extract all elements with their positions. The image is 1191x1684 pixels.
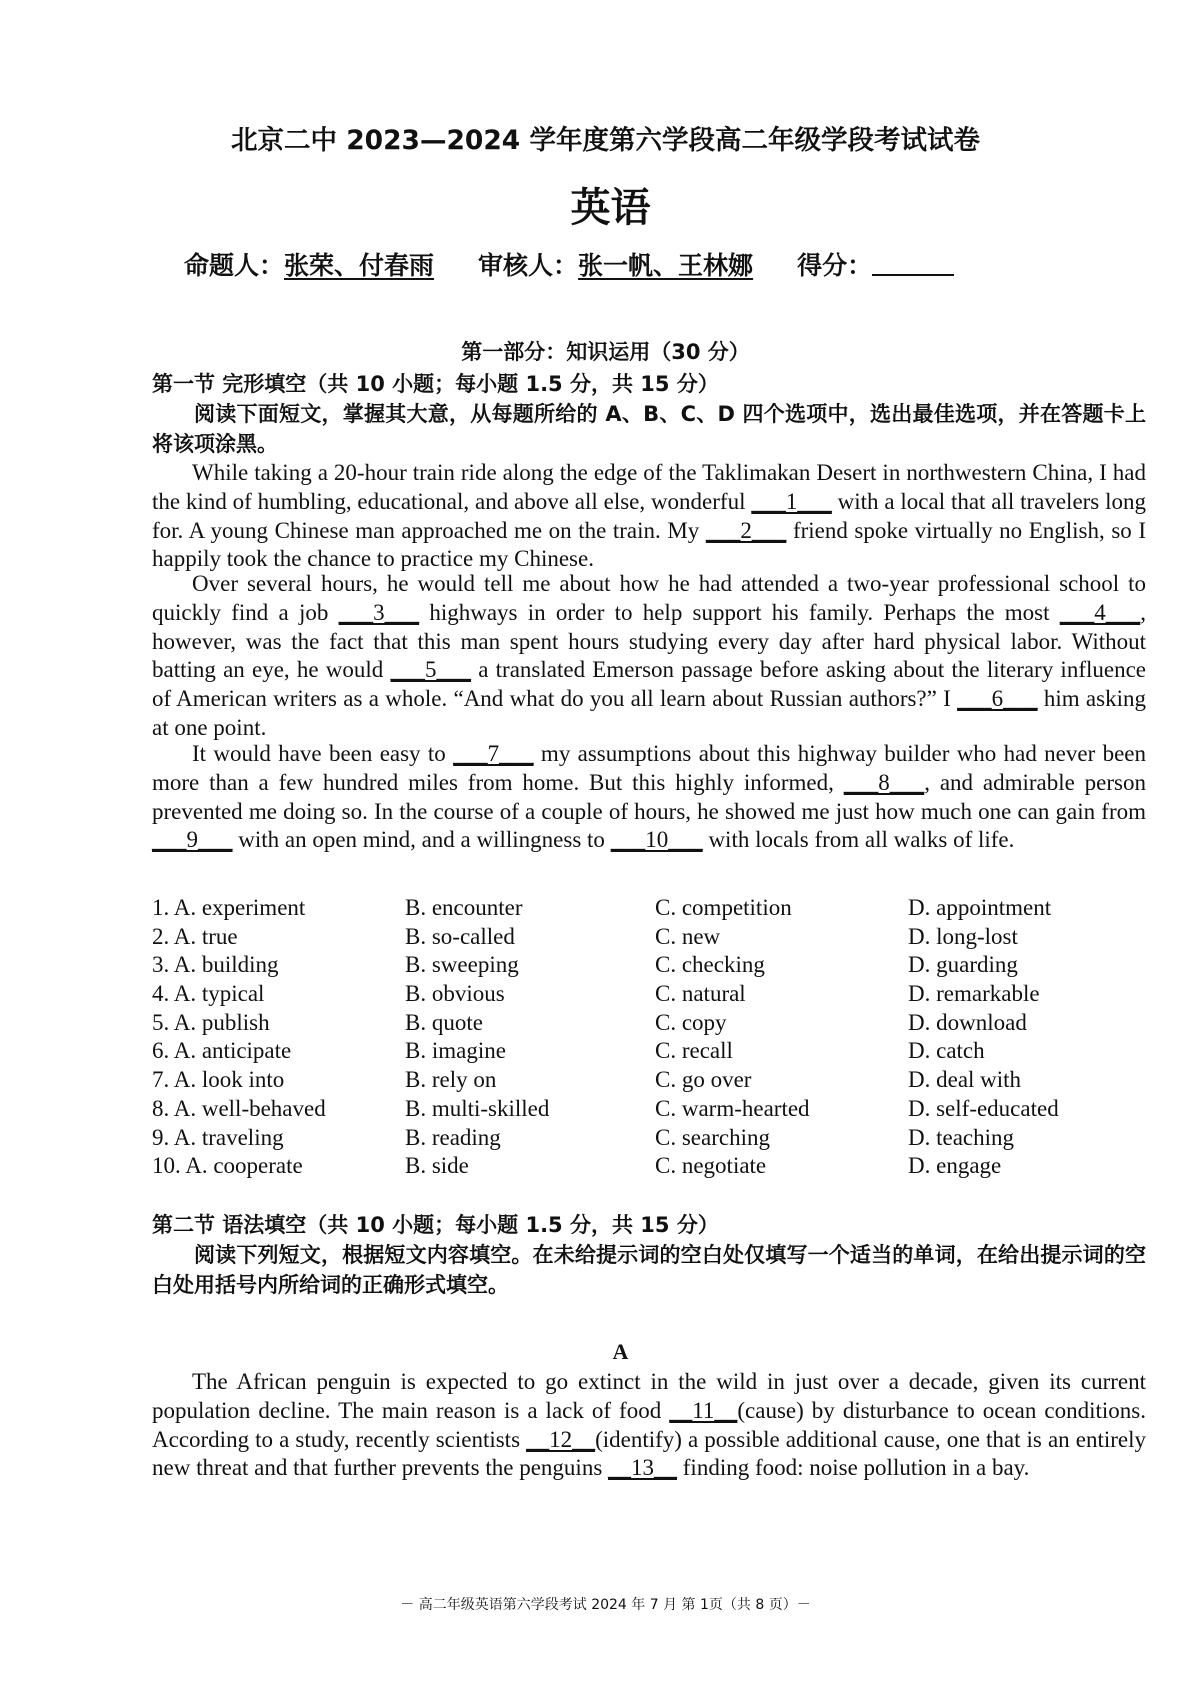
option-d: D. appointment	[908, 895, 1052, 920]
option-a: 7. A. look into	[152, 1067, 285, 1093]
option-b: B. encounter	[405, 895, 523, 920]
setter-label: 命题人：	[184, 251, 285, 280]
passage-text: (cause) by disturbance to ocean conditions. According to a study, recently scientists	[152, 1397, 1146, 1452]
passage-text: The African penguin is expected to go extinct in the wild in just over a decade, given its current population decline. The main reason is a lack of food	[152, 1369, 1146, 1423]
passage-text: (identify) a possible additional cause, one that is an entirely new threat and that further prevents the penguins	[152, 1426, 1146, 1481]
cloze-paragraph-1	[152, 459, 1146, 574]
option-c: C. warm-hearted	[655, 1095, 810, 1121]
passage-text: with an open mind, and a willingness to	[232, 827, 611, 853]
option-row	[152, 923, 1152, 952]
score-label: 得分：	[797, 251, 873, 280]
option-c: C. checking	[655, 952, 765, 978]
option-row	[152, 1009, 1152, 1038]
passage-text: highways in order to help support his family. Perhaps the most	[419, 599, 1060, 625]
blank-3: ___3___	[338, 599, 420, 625]
option-b: B. side	[405, 1153, 469, 1179]
reviewer-names: 张一帆、王林娜	[578, 251, 754, 280]
option-b: B. so-called	[405, 923, 515, 949]
cloze-paragraph-2	[152, 570, 1146, 743]
blank-2: ___2___	[705, 517, 787, 543]
passage-text: with locals from all walks of life.	[702, 827, 1015, 853]
option-b: B. obvious	[405, 981, 505, 1007]
blank-1: ___1___	[751, 488, 832, 514]
passage-text: finding food: noise pollution in a bay.	[677, 1455, 1030, 1481]
option-d: D. teaching	[908, 1124, 1015, 1150]
option-c: C. negotiate	[655, 1153, 767, 1179]
option-d: D. engage	[908, 1153, 1002, 1179]
blank-8: ___8___	[843, 769, 925, 795]
section1-instruction: 阅读下面短文，掌握其大意，从每题所给的 A、B、C、D 四个选项中，选出最佳选项，并在答题卡上将该项涂黑。	[152, 402, 1146, 456]
option-a: 9. A. traveling	[152, 1124, 284, 1150]
passage-text: , and admirable person prevented me doing so. In the course of a couple of hours, he showed me just how much one can gain from	[152, 769, 1146, 824]
section2-title: 第二节 语法填空（共 10 小题；每小题 1.5 分，共 15 分）	[152, 1213, 719, 1237]
option-c: C. natural	[655, 981, 746, 1007]
option-c: C. new	[655, 923, 721, 949]
option-d: D. guarding	[908, 952, 1018, 978]
passage-text: him asking at one point.	[152, 686, 1146, 740]
option-d: D. self-educated	[908, 1095, 1059, 1121]
option-a: 10. A. cooperate	[152, 1153, 303, 1179]
option-c: C. copy	[655, 1009, 727, 1035]
passage-text: with a local that all travelers long for. A young Chinese man approached me on the train. My	[152, 488, 1146, 543]
option-b: B. multi-skilled	[405, 1095, 550, 1121]
option-row	[152, 980, 1152, 1009]
cloze-options	[152, 894, 1152, 1181]
option-a: 4. A. typical	[152, 981, 265, 1007]
option-b: B. imagine	[405, 1038, 506, 1064]
setter-names: 张荣、付春雨	[284, 251, 435, 280]
option-row	[152, 1037, 1152, 1066]
option-c: C. searching	[655, 1124, 770, 1150]
option-d: D. download	[908, 1009, 1027, 1035]
blank-10: ___10___	[610, 827, 703, 853]
exam-meta	[184, 246, 954, 282]
blank-4: ___4___	[1059, 599, 1141, 625]
option-row	[152, 1152, 1152, 1181]
passage-text: my assumptions about this highway builder who had never been more than a few hundred miles from home. But this highly informed,	[152, 741, 1146, 795]
option-d: D. remarkable	[908, 981, 1040, 1007]
blank-11: __11__	[669, 1397, 738, 1423]
option-a: 1. A. experiment	[152, 895, 306, 920]
option-d: D. long-lost	[908, 923, 1018, 949]
exam-title: 北京二中 2023—2024 学年度第六学段高二年级学段考试试卷	[231, 125, 980, 156]
passage-text: friend spoke virtually no English, so I happily took the chance to practice my Chinese.	[152, 517, 1146, 572]
passage-text: It would have been easy to	[192, 741, 454, 766]
blank-6: ___6___	[957, 686, 1038, 712]
option-b: B. quote	[405, 1009, 483, 1035]
option-row	[152, 894, 1152, 923]
option-a: 8. A. well-behaved	[152, 1095, 326, 1121]
option-a: 5. A. publish	[152, 1009, 270, 1035]
option-a: 6. A. anticipate	[152, 1038, 292, 1064]
section2-instruction: 阅读下列短文，根据短文内容填空。在未给提示词的空白处仅填写一个适当的单词，在给出提示词的空白处用括号内所给词的正确形式填空。	[152, 1243, 1146, 1297]
option-b: B. rely on	[405, 1067, 497, 1093]
grammar-paragraph	[152, 1368, 1146, 1483]
option-b: B. reading	[405, 1124, 501, 1150]
option-row	[152, 1124, 1152, 1153]
blank-7: ___7___	[453, 741, 534, 766]
option-row	[152, 1066, 1152, 1095]
section1-title: 第一节 完形填空（共 10 小题；每小题 1.5 分，共 15 分）	[152, 372, 719, 396]
blank-9: ___9___	[152, 827, 233, 853]
passage-text: Over several hours, he would tell me about how he had attended a two-year professional school to quickly find a job	[152, 571, 1146, 625]
option-row	[152, 1095, 1152, 1124]
passage-label: A	[612, 1339, 629, 1364]
blank-12: __12__	[526, 1426, 596, 1452]
option-a: 2. A. true	[152, 923, 238, 949]
option-c: C. competition	[655, 895, 792, 920]
option-c: C. go over	[655, 1067, 752, 1093]
option-d: D. catch	[908, 1038, 985, 1064]
part-title: 第一部分：知识运用（30 分）	[461, 340, 750, 364]
page-footer: － 高二年级英语第六学段考试 2024 年 7 月 第 1页（共 8 页）－	[400, 1597, 811, 1613]
subject-title: 英语	[570, 185, 651, 231]
passage-text: While taking a 20-hour train ride along the edge of the Taklimakan Desert in northwestern China, I had the kind of humbling, educational, and above all else, wonderful	[152, 460, 1146, 514]
option-row	[152, 951, 1152, 980]
reviewer-label: 审核人：	[478, 251, 579, 280]
cloze-paragraph-3	[152, 740, 1146, 855]
blank-5: ___5___	[390, 657, 472, 683]
option-a: 3. A. building	[152, 952, 279, 978]
option-b: B. sweeping	[405, 952, 519, 978]
option-d: D. deal with	[908, 1067, 1022, 1093]
option-c: C. recall	[655, 1038, 733, 1064]
score-blank	[872, 254, 954, 276]
passage-text: a translated Emerson passage before asking about the literary influence of American writers as a whole. “And what do you all learn about Russian authors?” I	[152, 657, 1146, 712]
passage-text: , however, was the fact that this man spent hours studying every day after hard physical labor. Without batting an eye, he would	[152, 599, 1146, 683]
blank-13: __13__	[608, 1455, 678, 1481]
